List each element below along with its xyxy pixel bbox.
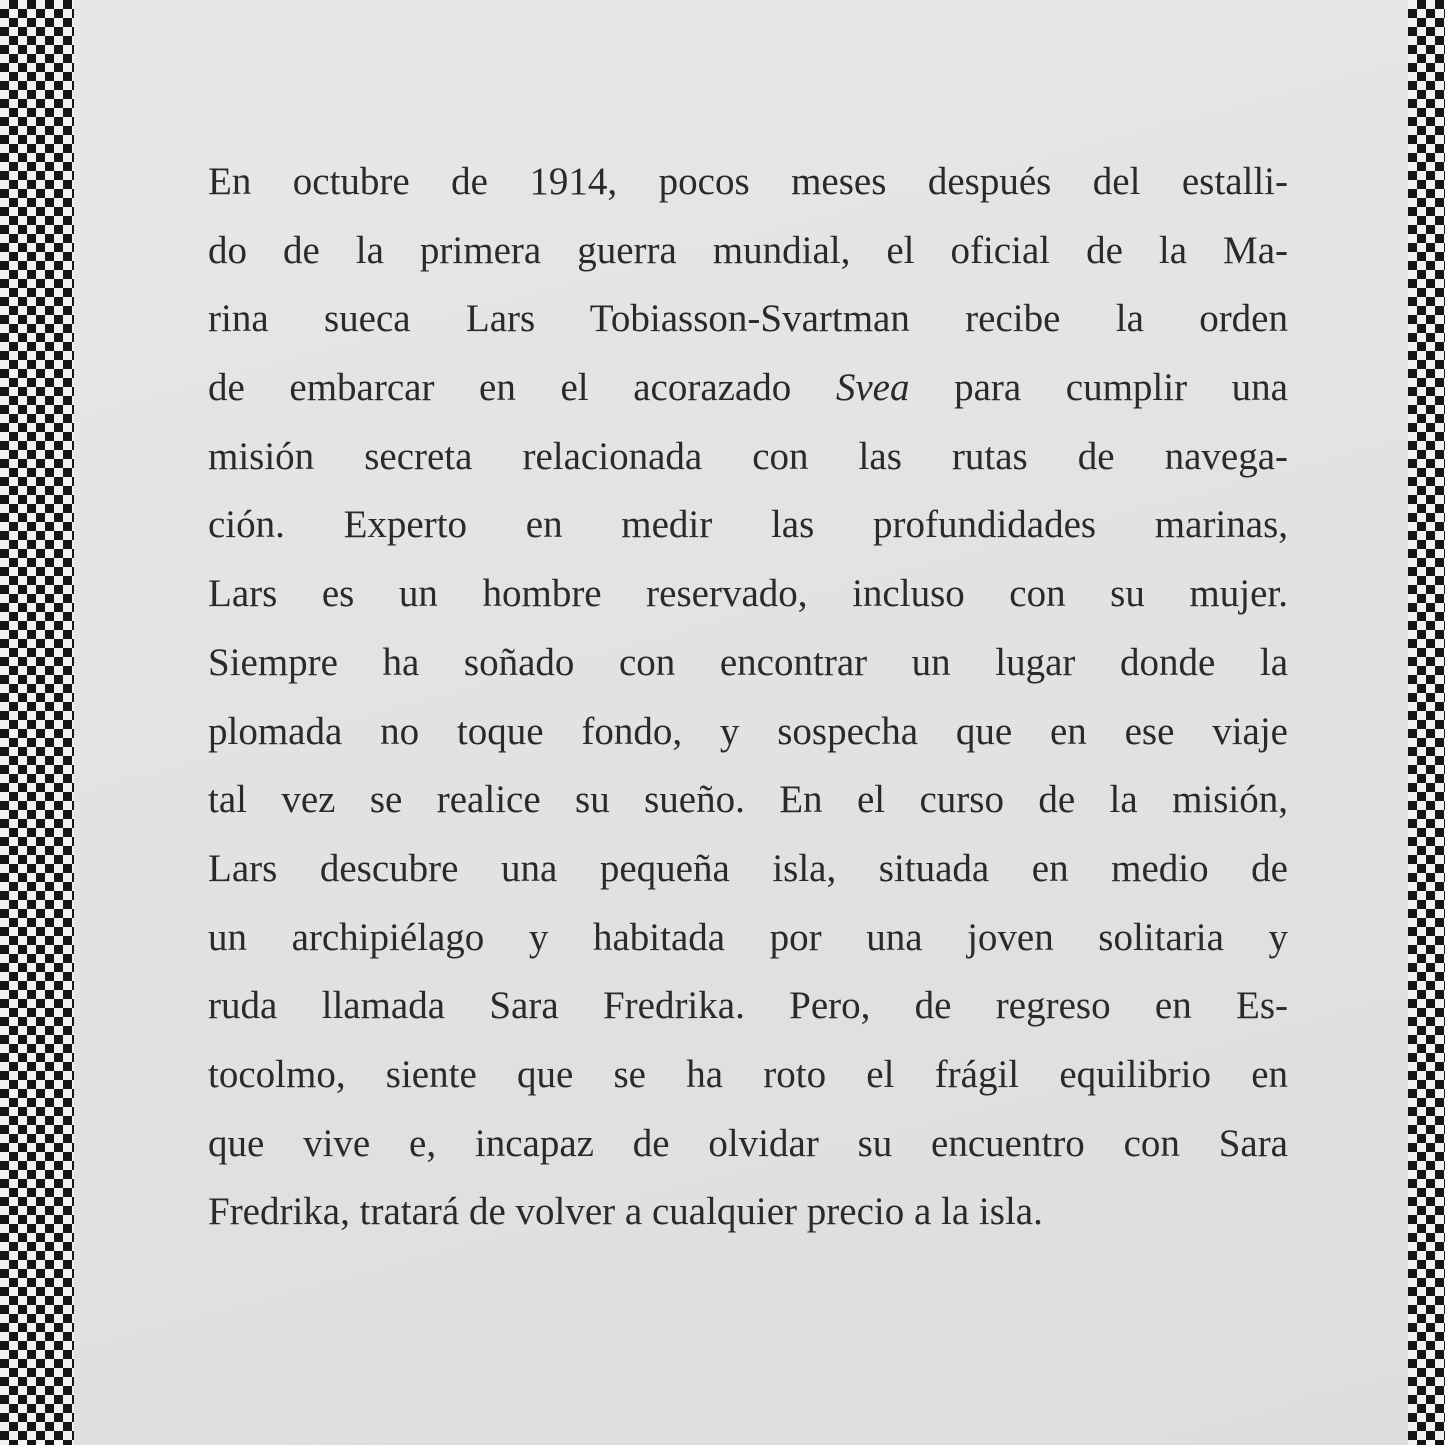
text-line: tocolmo, siente que se ha roto el frágil equilibrio en xyxy=(208,1052,1288,1096)
text-line: Fredrika, tratará de volver a cualquier precio a la isla. xyxy=(208,1190,1043,1234)
text-line: Lars descubre una pequeña isla, situada en medio de xyxy=(208,846,1288,890)
text-line: rina sueca Lars Tobiasson-Svartman recibe la orden xyxy=(208,297,1288,341)
synopsis-text xyxy=(208,148,1288,1247)
text-line: tal vez se realice su sueño. En el curso de la misión, xyxy=(208,778,1288,822)
ship-name: Svea xyxy=(835,366,910,410)
text-line: En octubre de 1914, pocos meses después del estalli- xyxy=(208,160,1288,203)
text-line: plomada no toque fondo, y sospecha que en ese viaje xyxy=(208,709,1288,753)
text-line: do de la primera guerra mundial, el oficial de la Ma- xyxy=(208,228,1288,272)
text-line: ruda llamada Sara Fredrika. Pero, de regreso en Es- xyxy=(208,984,1288,1028)
text-line: que vive e, incapaz de olvidar su encuentro con Sara xyxy=(208,1121,1288,1165)
text-segment: para cumplir una xyxy=(909,366,1288,410)
text-line: Siempre ha soñado con encontrar un lugar donde la xyxy=(208,640,1288,684)
text-line: Lars es un hombre reservado, incluso con su mujer. xyxy=(208,572,1288,616)
text-line: misión secreta relacionada con las rutas de navega- xyxy=(208,434,1288,478)
checkered-border-right xyxy=(1408,0,1445,1445)
text-line: un archipiélago y habitada por una joven solitaria y xyxy=(208,915,1288,959)
text-line: ción. Experto en medir las profundidades marinas, xyxy=(208,503,1288,547)
checkered-border-left xyxy=(0,0,74,1445)
text-line xyxy=(208,354,1288,423)
text-segment: de embarcar en el acorazado xyxy=(208,366,836,410)
